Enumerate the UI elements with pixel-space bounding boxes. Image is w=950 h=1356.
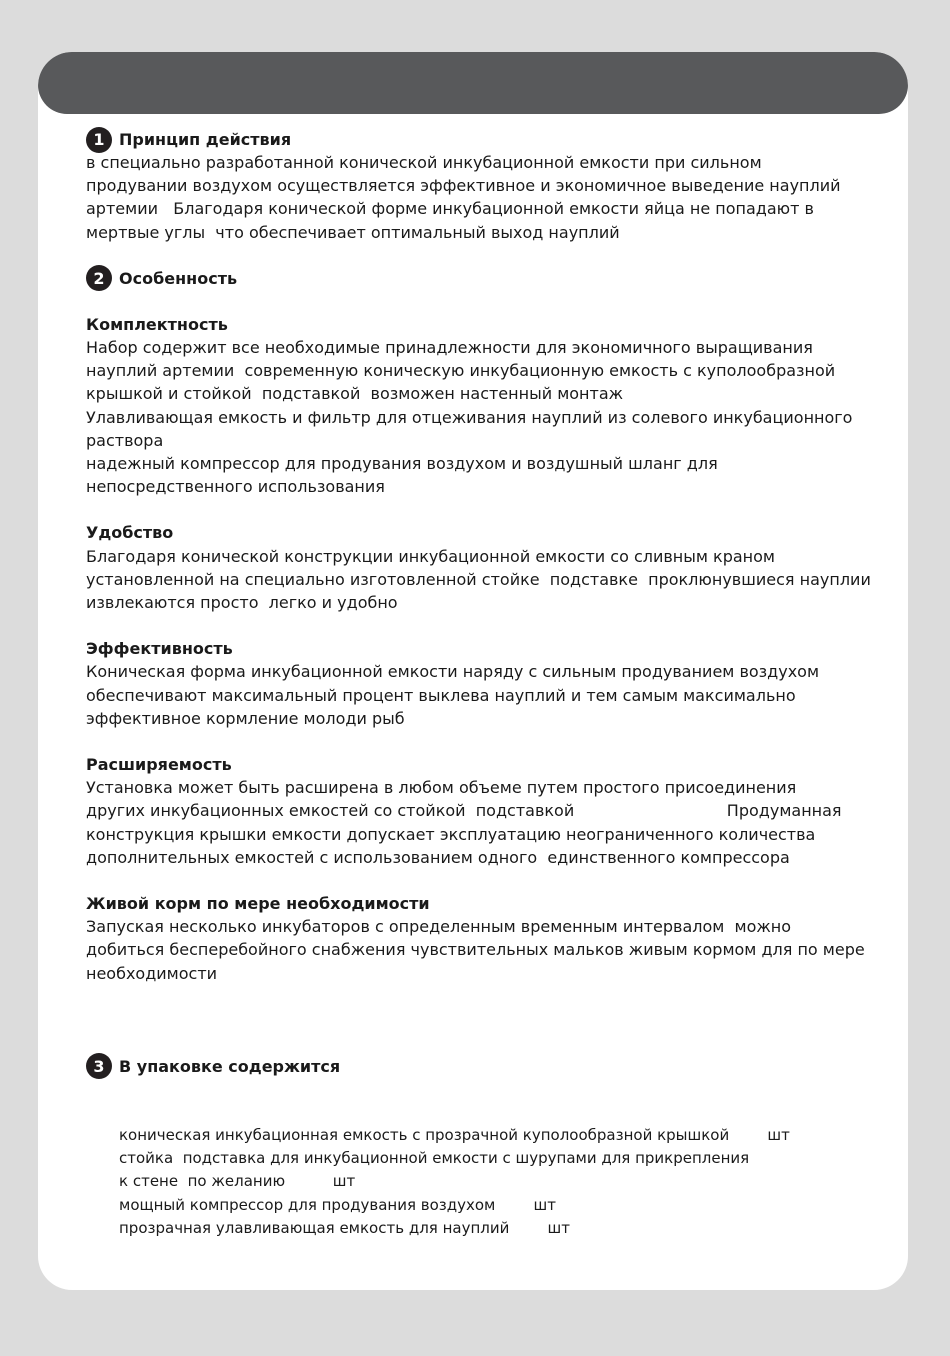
section-number-1: 1 (86, 127, 112, 153)
section-heading-principle (86, 128, 876, 151)
list-item: прозрачная улавливающая емкость для науплий шт (119, 1218, 570, 1237)
paragraph-line: эффективное кормление молоди рыб (86, 708, 405, 728)
section-heading-package (86, 1055, 876, 1078)
paragraph-line: обеспечивают максимальный процент выклева науплий и тем самым максимально (86, 685, 796, 705)
paragraph-line: науплий артемии современную коническую инкубационную емкость с куполообразной (86, 361, 836, 381)
section-title-package: В упаковке содержится (119, 1056, 341, 1076)
section-title-features: Особенность (119, 268, 238, 288)
paragraph-line: в специально разработанной конической инкубационной емкости при сильном (86, 153, 762, 172)
paragraph-line: Установка может быть расширена в любом объеме путем простого присоединения (86, 778, 797, 798)
paragraph-line: артемии Благодаря конической форме инкубационной емкости яйца не попадают в (86, 199, 814, 219)
list-item: коническая инкубационная емкость с прозрачной куполообразной крышкой шт (119, 1125, 790, 1144)
paragraph-line: конструкция крышки емкости допускает эксплуатацию неограниченного количества (86, 824, 816, 844)
paragraph-line: надежный компрессор для продувания воздухом и воздушный шланг для (86, 454, 718, 474)
section-number-2: 2 (86, 265, 112, 291)
list-item: мощный компрессор для продувания воздухом шт (119, 1195, 556, 1214)
paragraph-line: Запуская несколько инкубаторов с определенным временным интервалом можно (86, 917, 792, 937)
section-heading-features (86, 267, 876, 290)
paragraph-line: извлекаются просто легко и удобно (86, 593, 398, 613)
section-title-principle: Принцип действия (119, 129, 292, 149)
paragraph-line: других инкубационных емкостей со стойкой подставкой Продуманная (86, 801, 842, 821)
paragraph-line: Улавливающая емкость и фильтр для отцеживания науплий из солевого инкубационного (86, 407, 853, 427)
content (86, 128, 876, 1240)
paragraph-line: мертвые углы что обеспечивает оптимальный выход науплий (86, 222, 620, 242)
paragraph-line: раствора (86, 430, 164, 450)
subsection-title-expandability: Расширяемость (86, 755, 232, 775)
page-card (38, 52, 908, 1290)
paragraph-line: дополнительных емкостей с использованием одного единственного компрессора (86, 847, 790, 867)
subsection-title-live-food: Живой корм по мере необходимости (86, 894, 430, 914)
paragraph-line: установленной на специально изготовленной стойке подставке проклюнувшиеся науплии (86, 569, 871, 589)
paragraph-line: крышкой и стойкой подставкой возможен настенный монтаж (86, 384, 624, 404)
paragraph-line: необходимости (86, 963, 218, 983)
subsection-title-convenience: Удобство (86, 523, 174, 543)
paragraph-line: Набор содержит все необходимые принадлежности для экономичного выращивания (86, 338, 813, 358)
subsection-title-efficiency: Эффективность (86, 639, 233, 659)
section-number-3: 3 (86, 1053, 112, 1079)
package-contents-list (86, 1124, 876, 1240)
list-item: стойка подставка для инкубационной емкости с шурупами для прикрепления (119, 1149, 750, 1168)
paragraph-line: Благодаря конической конструкции инкубационной емкости со сливным краном (86, 546, 775, 566)
header-bar (38, 52, 908, 114)
paragraph-line: непосредственного использования (86, 477, 385, 497)
paragraph-line: продувании воздухом осуществляется эффективное и экономичное выведение науплий (86, 176, 841, 196)
subsection-title-completeness: Комплектность (86, 314, 228, 334)
paragraph-line: Коническая форма инкубационной емкости наряду с сильным продуванием воздухом (86, 662, 820, 682)
paragraph-line: добиться бесперебойного снабжения чувствительных мальков живым кормом для по мере (86, 940, 865, 960)
list-item: к стене по желанию шт (119, 1172, 356, 1191)
